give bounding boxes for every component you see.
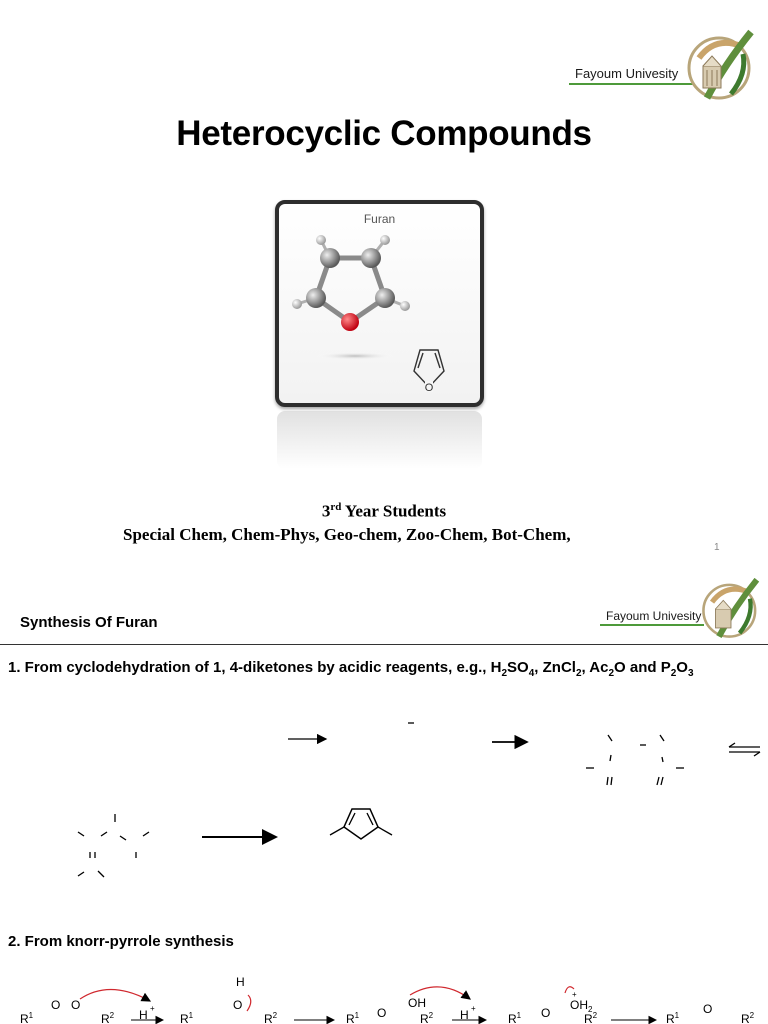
- image-reflection: [277, 411, 482, 469]
- svg-text:R1: $R^1$: [666, 1011, 680, 1024]
- svg-text:R2: $R^2$: [420, 1011, 434, 1024]
- logo-text: Fayoum Univesity: [606, 609, 702, 623]
- svg-text:R1: $R^1$: [508, 1011, 522, 1024]
- svg-text:OH2: $OH_2$: [570, 998, 593, 1014]
- svg-text:R1: $R^1$: [20, 1011, 34, 1024]
- page-number: 1: [714, 542, 720, 553]
- image-label: Furan: [363, 212, 396, 226]
- svg-text:R1: $R^1$: [180, 1011, 194, 1024]
- svg-text:H: H: [139, 1008, 148, 1022]
- svg-text:R2: $R^2$: [101, 1011, 115, 1024]
- svg-text:OH: OH: [408, 996, 426, 1010]
- slide-title: Heterocyclic Compounds: [176, 114, 592, 153]
- method-2-text: 2. From knorr-pyrrole synthesis: [8, 933, 234, 950]
- svg-text:O: O: [51, 998, 61, 1012]
- svg-text:R2: $R^2$: [584, 1011, 598, 1024]
- svg-text:+: +: [471, 1004, 476, 1013]
- header-rule: [0, 644, 768, 645]
- synthesis-slide: [0, 571, 768, 1024]
- logo-underline: [569, 83, 693, 85]
- svg-text:O: O: [541, 1006, 551, 1020]
- students-line: 3rd Year Students: [321, 501, 447, 521]
- diketone-cyclization-scheme: [0, 711, 768, 891]
- university-logo-icon: [685, 28, 757, 104]
- svg-text:H: H: [460, 1008, 469, 1022]
- furan-o-label: O: [424, 382, 434, 394]
- svg-text:R2: $R^2$: [264, 1011, 278, 1024]
- knorr-synthesis-scheme: [0, 971, 768, 1024]
- svg-text:O: O: [703, 1002, 713, 1016]
- svg-text:R2: $R^2$: [741, 1011, 755, 1024]
- section-title: Synthesis Of Furan: [20, 614, 158, 631]
- furan-3d-model-icon: [279, 204, 480, 403]
- furan-image: [275, 200, 484, 407]
- svg-text:R1: $R^1$: [346, 1011, 360, 1024]
- svg-text:H: H: [236, 975, 245, 989]
- logo-underline: [600, 624, 704, 626]
- university-logo-icon: [700, 576, 762, 642]
- method-1-text: 1. From cyclodehydration of 1, 4-diketones by acidic reagents, e.g., $H_2SO_4$, ZnCl$_2$, $Ac_2O$ and $P_2O_3$: [8, 659, 694, 679]
- svg-text:O: O: [377, 1006, 387, 1020]
- svg-text:+: +: [572, 990, 577, 999]
- svg-text:+: +: [150, 1004, 155, 1013]
- logo-text: Fayoum Univesity: [575, 66, 679, 81]
- svg-text:O: O: [71, 998, 81, 1012]
- majors-line: Special Chem, Chem-Phys, Geo-chem, Zoo-Chem, Bot-Chem,: [123, 525, 571, 544]
- svg-text:O: O: [233, 998, 243, 1012]
